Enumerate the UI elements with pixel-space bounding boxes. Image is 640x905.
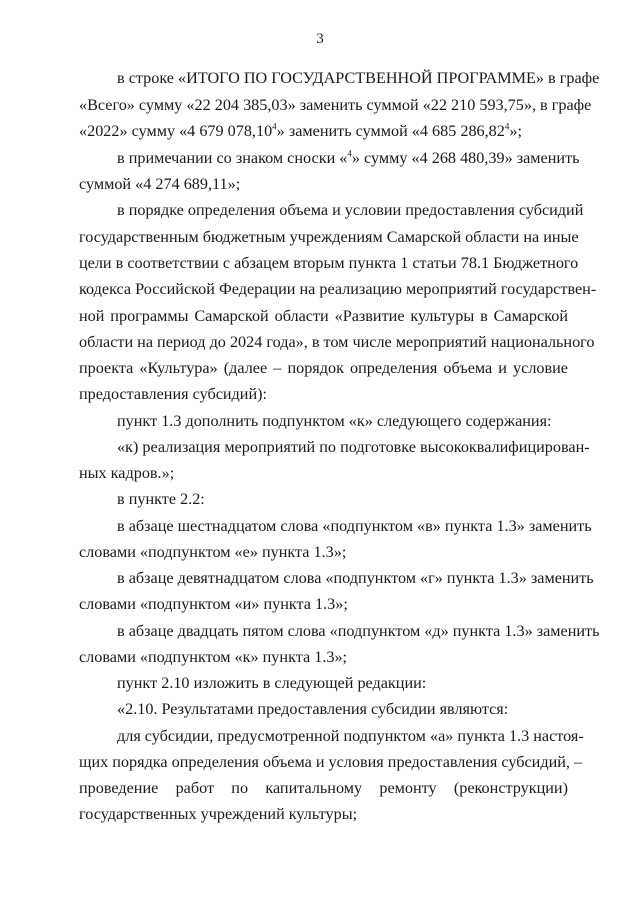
text-line: суммой «4 274 689,11»;: [79, 175, 241, 193]
text-line: кодекса Российской Федерации на реализацию мероприятий государствен-: [79, 280, 597, 298]
footnote-mark: 4: [272, 121, 277, 132]
text-line: пункт 1.3 дополнить подпунктом «к» следующего содержания:: [117, 412, 552, 430]
text-line: в порядке определения объема и условии предоставления субсидий: [117, 201, 584, 219]
text-fragment: »;: [509, 122, 522, 140]
text-line: государственных учреждений культуры;: [79, 805, 358, 823]
footnote-mark: 4: [504, 121, 510, 132]
page-number: 3: [316, 31, 324, 47]
text-fragment: » сумму «4 268 480,39» заменить: [351, 149, 580, 167]
text-line: области на период до 2024 года», в том числе мероприятий национального: [79, 333, 595, 351]
text-line: «Всего» сумму «22 204 385,03» заменить суммой «22 210 593,75», в графе: [79, 96, 592, 114]
text-fragment: «2022» сумму «4 679 078,10: [79, 122, 273, 140]
text-line: пункт 2.10 изложить в следующей редакции:: [117, 674, 427, 692]
text-line: проекта «Культура» (далее – порядок определения объема и условие: [79, 359, 568, 377]
text-line: в абзаце двадцать пятом слова «подпунктом «д» пункта 1.3» заменить: [117, 622, 600, 640]
text-line: щих порядка определения объема и условия предоставления субсидий, –: [79, 753, 583, 771]
text-line: «2.10. Результатами предоставления субсидии являются:: [117, 700, 509, 718]
text-line: государственным бюджетным учреждениям Самарской области на иные: [79, 228, 579, 246]
footnote-mark: 4: [347, 148, 352, 159]
text-line: словами «подпунктом «е» пункта 1.3»;: [79, 543, 347, 561]
text-fragment: » заменить суммой «4 685 286,82: [276, 122, 505, 140]
text-line: предоставления субсидий):: [79, 385, 267, 403]
text-line: в абзаце шестнадцатом слова «подпунктом «в» пункта 1.3» заменить: [117, 517, 592, 535]
text-line: ных кадров.»;: [79, 464, 175, 482]
text-line: в пункте 2.2:: [117, 490, 205, 508]
text-fragment: в примечании со знаком сноски «: [117, 149, 348, 167]
text-line-with-footnotes: [79, 121, 568, 141]
text-line: для субсидии, предусмотренной подпунктом «а» пункта 1.3 настоя-: [117, 727, 584, 745]
text-line: «к) реализация мероприятий по подготовке высококвалифицирован-: [117, 438, 590, 456]
text-line: ной программы Самарской области «Развитие культуры в Самарской: [79, 307, 568, 325]
text-line: в абзаце девятнадцатом слова «подпунктом «г» пункта 1.3» заменить: [117, 569, 594, 587]
text-line: проведение работ по капитальному ремонту (реконструкции): [79, 779, 568, 797]
text-line: цели в соответствии с абзацем вторым пункта 1 статьи 78.1 Бюджетного: [79, 254, 579, 272]
text-line: словами «подпунктом «и» пункта 1.3»;: [79, 595, 348, 613]
text-line-with-footnote: [117, 148, 580, 168]
text-line: в строке «ИТОГО ПО ГОСУДАРСТВЕННОЙ ПРОГРАММЕ» в графе: [117, 69, 600, 87]
text-line: словами «подпунктом «к» пункта 1.3»;: [79, 648, 348, 666]
